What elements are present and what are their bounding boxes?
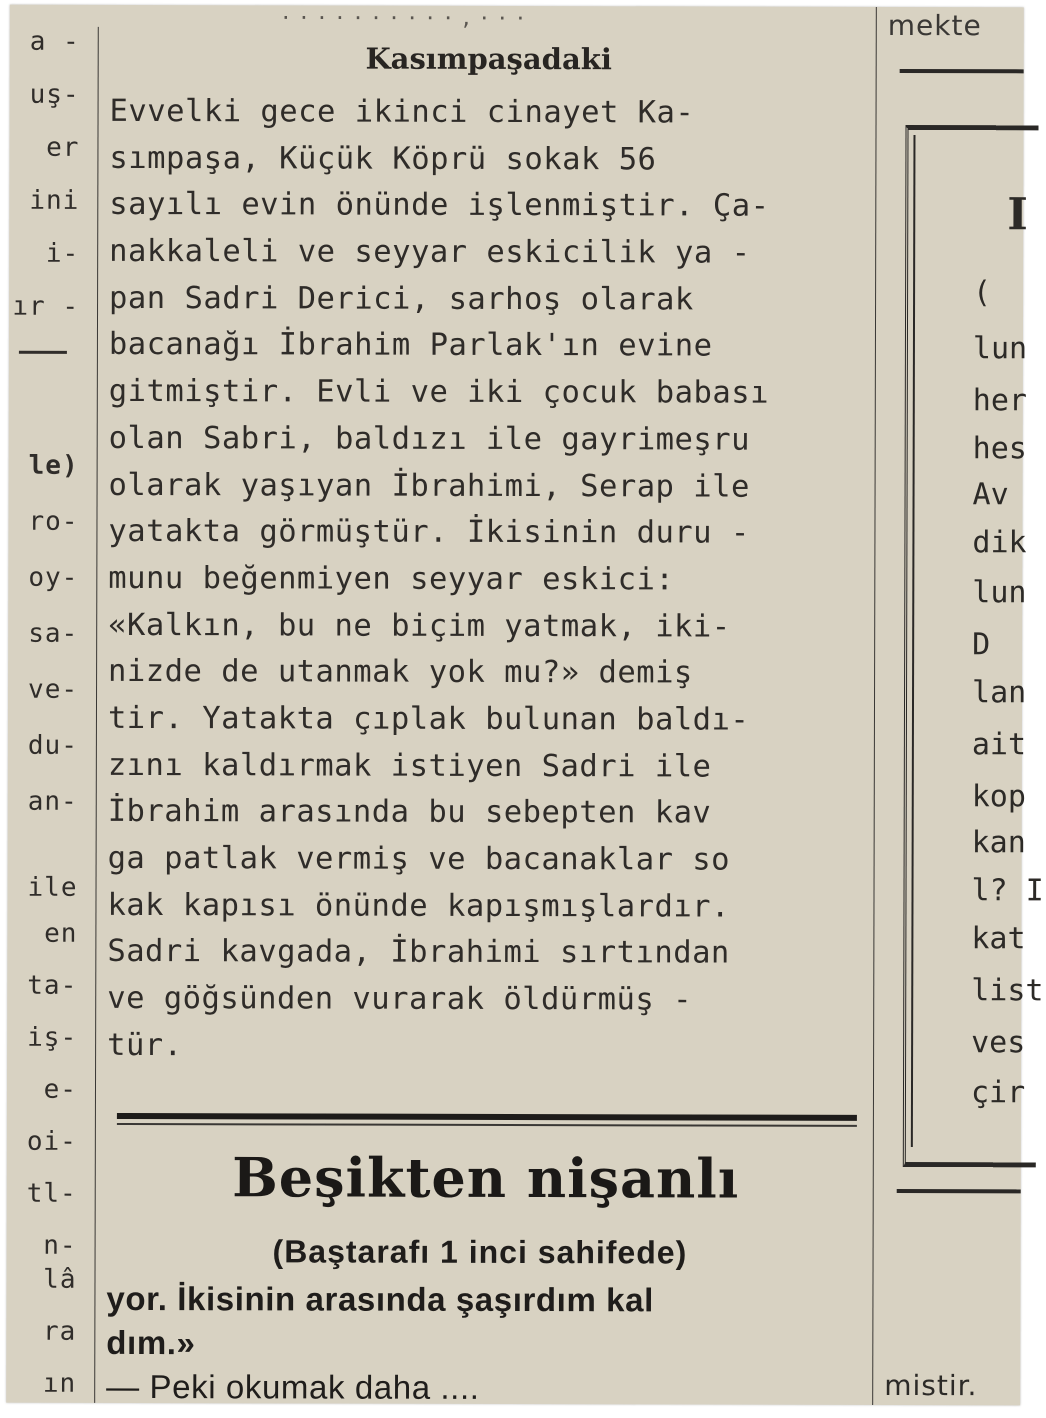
article2-continuation-note: (Baştarafı 1 inci sahifede) (272, 1233, 688, 1271)
article-line: pan Sadri Derici, sarhoş olarak (109, 280, 694, 318)
article-headline: Kasımpaşadaki (365, 41, 612, 77)
article-body (107, 89, 862, 1071)
article-line: zını kaldırmak istiyen Sadri ile (107, 747, 712, 785)
right-fragment: lun (972, 575, 1027, 611)
article-line: Evvelki gece ikinci cinayet Ka- (109, 93, 695, 131)
right-fragment: ves (971, 1025, 1026, 1061)
left-fragment: oy- (28, 562, 79, 593)
article-line: olan Sabri, baldızı ile gayrimeşru (108, 420, 751, 458)
right-rule (900, 69, 1024, 73)
right-fragment: D (972, 627, 991, 663)
left-fragment: ır - (12, 291, 80, 322)
right-column-fragments (874, 7, 1044, 1405)
article-line: yatakta görmüştür. İkisinin duru - (108, 514, 750, 551)
right-bottom-fragment: mistir. (884, 1368, 978, 1403)
article-line: kak kapısı önünde kapışmışlardır. (107, 887, 730, 925)
left-rule (19, 351, 67, 354)
main-column (102, 5, 872, 1405)
left-fragment: i- (45, 238, 80, 269)
article-line: İbrahim arasında bu sebepten kav (107, 794, 712, 831)
left-fragment: lâ (43, 1264, 77, 1295)
left-fragment: n- (43, 1230, 77, 1261)
section-divider-thin (117, 1123, 857, 1127)
left-column-fragments (6, 5, 90, 1403)
article-line: gitmiştir. Evli ve iki çocuk babası (108, 374, 770, 411)
article-line: «Kalkın, bu ne biçim yatmak, iki- (108, 607, 731, 645)
left-fragment: le) (28, 450, 79, 481)
left-fragment: iş- (27, 1022, 78, 1053)
right-fragment: Av (972, 477, 1009, 513)
left-fragment: tl- (26, 1178, 77, 1209)
left-fragment: ro- (28, 506, 79, 537)
left-fragment: ra (43, 1316, 77, 1347)
right-fragment: lan (971, 675, 1027, 711)
right-fragment: l? I (971, 873, 1044, 909)
left-fragment: ve- (28, 674, 79, 705)
right-top-fragment: mekte (887, 8, 982, 43)
article2-headline: Beşikten nişanlı (232, 1145, 740, 1211)
article-line: olarak yaşıyan İbrahimi, Serap ile (108, 467, 750, 505)
boxed-headline-letter: I (1007, 189, 1028, 241)
article-line: Sadri kavgada, İbrahimi sırtından (107, 934, 730, 971)
section-divider (117, 1113, 857, 1121)
left-fragment: ile (27, 872, 78, 903)
right-fragment: kan (971, 825, 1026, 861)
left-fragment: e- (43, 1074, 78, 1105)
left-fragment: uş- (29, 79, 80, 110)
right-fragment: ( (973, 275, 992, 311)
article-line: sayılı evin önünde işlenmiştir. Ça- (109, 187, 770, 225)
article2-line: — Peki okumak daha .... (106, 1367, 480, 1406)
right-fragment: her (972, 383, 1028, 419)
right-fragment: list (971, 973, 1044, 1009)
article2-body (106, 1277, 858, 1411)
article2-line: yor. İkisinin arasında şaşırdım kal (106, 1279, 654, 1319)
article-line: bacanağı İbrahim Parlak'ın evine (108, 327, 713, 364)
left-fragment: sa- (28, 618, 79, 649)
right-fragment: çir (970, 1075, 1026, 1111)
left-fragment: a - (29, 26, 80, 57)
right-fragment: hes (972, 431, 1027, 467)
left-fragment: an- (27, 786, 78, 817)
right-rule (897, 1189, 1021, 1193)
article-line: tir. Yatakta çıplak bulunan baldı- (107, 700, 750, 738)
cut-off-top-text: ··········,··· (279, 5, 533, 31)
left-fragment: oi- (26, 1126, 77, 1157)
article-line: tür. (107, 1027, 183, 1063)
article-line: ga patlak vermiş ve bacanaklar so (107, 840, 731, 878)
left-fragment: en (44, 918, 78, 949)
article-line: nizde de utanmak yok mu?» demiş (108, 654, 693, 691)
left-fragment: ini (29, 185, 80, 216)
article-line: ve göğsünden vurarak öldürmüş - (107, 980, 693, 1018)
column-rule-left (94, 27, 99, 1403)
article-line: sımpaşa, Küçük Köprü sokak 56 (109, 140, 657, 178)
article-line: munu beğenmiyen seyyar eskici: (108, 560, 675, 598)
left-fragment: ın (42, 1368, 77, 1399)
article2-line: dım.» (106, 1323, 196, 1362)
article-line: nakkaleli ve seyyar eskicilik ya - (109, 233, 751, 271)
right-fragment: kop (971, 779, 1026, 815)
left-fragment: du- (27, 730, 78, 761)
newspaper-clipping (6, 5, 1044, 1406)
left-fragment: er (46, 132, 80, 163)
right-fragment: lun (972, 331, 1028, 367)
right-fragment: ait (971, 727, 1027, 763)
right-fragment: kat (971, 921, 1026, 957)
right-fragment: dik (972, 525, 1027, 561)
left-fragment: ta- (27, 970, 78, 1001)
